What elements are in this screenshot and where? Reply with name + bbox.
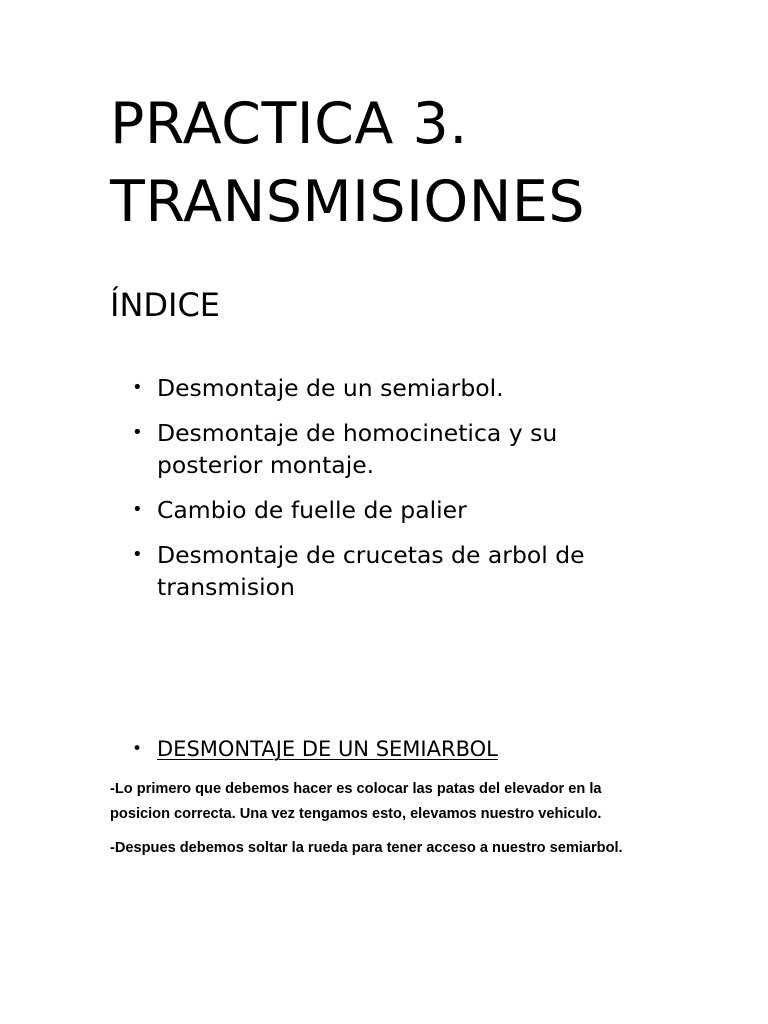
- index-list: [0, 372, 637, 616]
- document-title-line-1: PRACTICA 3.: [110, 91, 468, 157]
- index-item-label: Desmontaje de un semiarbol.: [157, 374, 504, 402]
- index-item-fuelle: [0, 494, 637, 526]
- index-heading: ÍNDICE: [110, 286, 221, 324]
- index-item-label: Desmontaje de crucetas de arbol de transmision: [157, 541, 585, 601]
- index-item-semiarbol: [0, 372, 637, 404]
- index-item-label: Desmontaje de homocinetica y su posterior montaje.: [157, 419, 558, 479]
- document-title-line-2: TRANSMISIONES: [110, 169, 586, 235]
- index-item-homocinetica: [0, 417, 637, 481]
- index-item-crucetas: [0, 539, 637, 603]
- document-title: [110, 85, 730, 241]
- section-heading: [0, 734, 657, 764]
- bullet-icon: •: [132, 422, 143, 443]
- bullet-icon: •: [132, 544, 143, 565]
- section-paragraph-1: -Lo primero que debemos hacer es colocar las patas del elevador en la posicion correcta. Una vez tengamos esto, elevamos nuestro vehiculo.: [110, 781, 602, 822]
- index-item-label: Cambio de fuelle de palier: [157, 496, 467, 524]
- section-paragraph-2: -Despues debemos soltar la rueda para tener acceso a nuestro semiarbol.: [110, 840, 623, 856]
- section-heading-text: DESMONTAJE DE UN SEMIARBOL: [157, 737, 498, 761]
- bullet-icon: •: [132, 739, 143, 759]
- bullet-icon: •: [132, 377, 143, 398]
- bullet-icon: •: [132, 499, 143, 520]
